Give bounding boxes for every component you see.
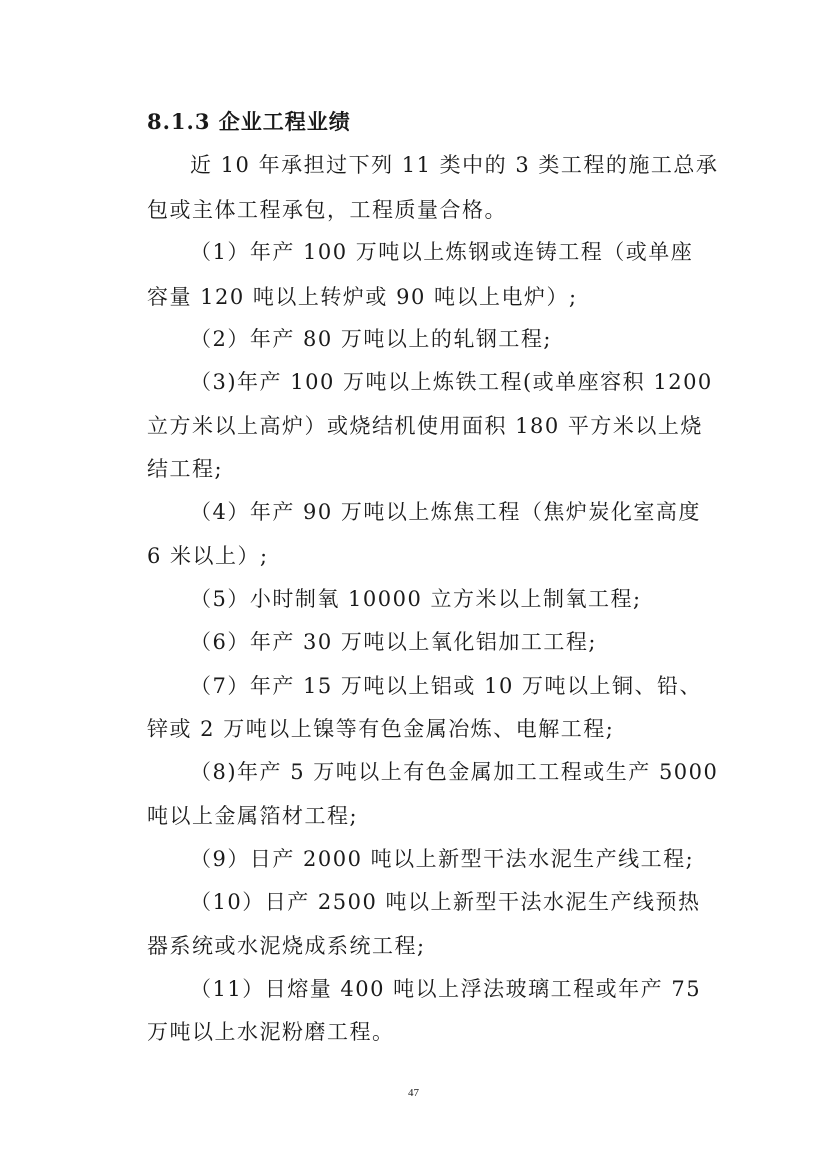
item-3-line-2: 立方米以上高炉）或烧结机使用面积 180 平方米以上烧 <box>147 414 703 438</box>
item-7-line-1: （7）年产 15 万吨以上铝或 10 万吨以上铜、铅、 <box>190 674 703 698</box>
item-3-line-1: （3)年产 100 万吨以上炼铁工程(或单座容积 1200 <box>190 370 713 394</box>
intro-line-2: 包或主体工程承包，工程质量合格。 <box>147 198 507 222</box>
item-9-line-1: （9）日产 2000 吨以上新型干法水泥生产线工程; <box>190 847 695 871</box>
item-10-line-1: （10）日产 2500 吨以上新型干法水泥生产线预热 <box>190 890 701 914</box>
item-3-line-3: 结工程; <box>147 457 224 481</box>
item-7-line-2: 锌或 2 万吨以上镍等有色金属冶炼、电解工程; <box>147 717 615 741</box>
section-heading: 8.1.3 企业工程业绩 <box>147 109 351 134</box>
item-6-line-1: （6）年产 30 万吨以上氧化铝加工工程; <box>190 630 598 654</box>
item-4-line-1: （4）年产 90 万吨以上炼焦工程（焦炉炭化室高度 <box>190 500 701 524</box>
item-2-line-1: （2）年产 80 万吨以上的轧钢工程; <box>190 327 553 351</box>
item-8-line-2: 吨以上金属箔材工程; <box>147 804 359 828</box>
item-10-line-2: 器系统或水泥烧成系统工程; <box>147 934 426 958</box>
item-8-line-1: （8)年产 5 万吨以上有色金属加工工程或生产 5000 <box>190 760 719 784</box>
item-1-line-2: 容量 120 吨以上转炉或 90 吨以上电炉）; <box>147 285 578 309</box>
item-1-line-1: （1）年产 100 万吨以上炼钢或连铸工程（或单座 <box>190 240 694 264</box>
item-11-line-1: （11）日熔量 400 吨以上浮法玻璃工程或年产 75 <box>190 977 702 1001</box>
item-11-line-2: 万吨以上水泥粉磨工程。 <box>147 1020 395 1044</box>
item-5-line-1: （5）小时制氧 10000 立方米以上制氧工程; <box>190 587 642 611</box>
page-number: 47 <box>408 1087 419 1099</box>
item-4-line-2: 6 米以上）; <box>147 544 269 568</box>
intro-line-1: 近 10 年承担过下列 11 类中的 3 类工程的施工总承 <box>190 153 719 177</box>
